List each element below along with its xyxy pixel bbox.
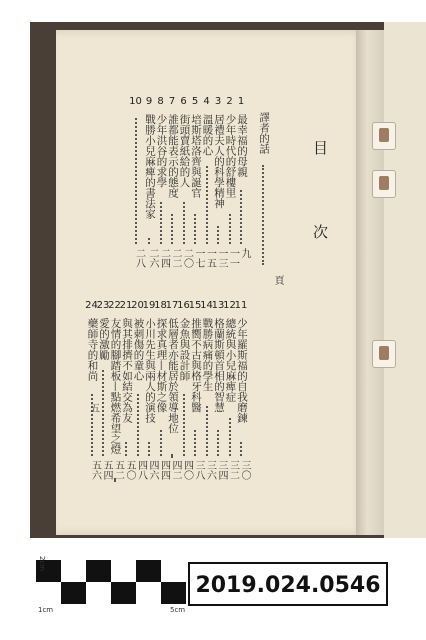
color-scale-checker bbox=[36, 560, 186, 604]
toc-entry-title: 被刺傷的童心 bbox=[132, 318, 145, 381]
toc-entry-number: 9 bbox=[145, 96, 153, 107]
toc-entry-page: 四〇 bbox=[181, 460, 193, 480]
toc-entry-page: 一三 bbox=[216, 248, 227, 268]
toc-page-label: 頁 bbox=[272, 275, 283, 285]
toc-entry-number: 24 bbox=[85, 300, 98, 311]
toc-entry-title: 探求真理—材斯之像 bbox=[155, 318, 168, 413]
toc-entry-number: 3 bbox=[214, 96, 222, 107]
toc-leader-dots bbox=[217, 430, 221, 456]
toc-leader-dots bbox=[160, 430, 164, 456]
toc-entry-title: 低層者亦能居於領導地位 bbox=[167, 318, 179, 434]
toc-entry-number: 11 bbox=[234, 300, 248, 311]
toc-entry-title: 培斯塔洛齊與誕官 bbox=[190, 114, 202, 198]
toc-entry-title: 少年時代的舒樓里 bbox=[224, 114, 237, 198]
toc-entry-translator-note: 譯者的話 bbox=[258, 112, 270, 154]
toc-entry-number: 23 bbox=[96, 300, 110, 311]
toc-entry-page: 五四 bbox=[101, 460, 112, 480]
toc-entry-number: 18 bbox=[154, 300, 167, 311]
toc-entry-number: 10 bbox=[129, 96, 142, 107]
toc-entry-number: 2 bbox=[226, 96, 233, 107]
toc-entry-number: 20 bbox=[131, 300, 144, 311]
toc-entry-number: 16 bbox=[177, 300, 190, 311]
toc-entry-title: 街頭賣紙給的人 bbox=[178, 114, 191, 188]
toc-entry-page: 三二 bbox=[227, 460, 239, 480]
toc-leader-dots bbox=[148, 442, 152, 456]
toc-entry-title: 與其排擠不如結交為友 bbox=[121, 318, 133, 423]
toc-leader-dots bbox=[217, 226, 221, 244]
toc-leader-dots bbox=[206, 406, 210, 456]
scale-label-right: 5cm bbox=[170, 606, 186, 614]
toc-entry-number: 1 bbox=[237, 96, 245, 107]
toc-entry-page: 四八 bbox=[135, 460, 147, 480]
toc-leader-dots bbox=[183, 394, 187, 456]
page-folio: 五 bbox=[90, 404, 100, 415]
toc-entry-number: 7 bbox=[168, 96, 176, 107]
toc-entry-page: 四四 bbox=[158, 460, 170, 480]
toc-leader-dots bbox=[125, 442, 129, 456]
toc-entry-page: 二六 bbox=[147, 248, 158, 268]
toc-leader-dots bbox=[183, 202, 187, 244]
toc-entry-number: 4 bbox=[203, 96, 210, 107]
toc-leader-dots bbox=[137, 394, 141, 456]
toc-entry-title: 少年洪谷的求學 bbox=[155, 114, 168, 188]
toc-entry-title: 格蘭斯頓首相的智慧 bbox=[213, 318, 225, 413]
toc-entry-page: 四六 bbox=[147, 460, 158, 480]
scale-label-left: 1cm bbox=[38, 606, 54, 614]
toc-entry-number: 13 bbox=[211, 300, 225, 311]
toc-entry-page: 二二 bbox=[170, 248, 181, 268]
toc-entry-title: 金魚與設計師 bbox=[178, 318, 191, 381]
toc-entry-number: 21 bbox=[119, 300, 133, 311]
toc-entry-page: 一五 bbox=[204, 248, 216, 268]
toc-leader-dots bbox=[240, 190, 244, 244]
book-gutter bbox=[356, 30, 384, 535]
toc-entry-number: 22 bbox=[108, 300, 121, 311]
toc-entry-page: 一一 bbox=[227, 248, 239, 268]
facing-page-edge bbox=[384, 22, 426, 538]
toc-entry-title: 戰勝病痛的學生 bbox=[201, 318, 214, 392]
accession-number: 2019.024.0546 bbox=[188, 562, 388, 606]
toc-leader-dots bbox=[160, 202, 164, 244]
toc-leader-dots bbox=[135, 118, 139, 244]
toc-entry-title: 誰都能表示的態度 bbox=[167, 114, 179, 198]
toc-entry-title: 居禮夫人的科學精神 bbox=[213, 114, 225, 209]
binding-hole bbox=[372, 122, 396, 150]
toc-leader-dots bbox=[206, 166, 210, 244]
toc-leader-dots bbox=[194, 214, 198, 244]
toc-entry-number: 8 bbox=[157, 96, 164, 107]
toc-entry-title: 溫暖的心 bbox=[201, 114, 214, 156]
toc-entry-page: 三〇 bbox=[239, 460, 250, 480]
toc-leader-dots bbox=[262, 165, 266, 265]
toc-entry-number: 5 bbox=[191, 96, 199, 107]
toc-entry-number: 15 bbox=[188, 300, 202, 311]
toc-entry-number: 14 bbox=[200, 300, 213, 311]
toc-entry-page: 三四 bbox=[216, 460, 227, 480]
toc-entry-title: 少年羅斯福的自我磨鍊 bbox=[236, 318, 248, 423]
toc-entry-page: 一七 bbox=[193, 248, 204, 268]
toc-leader-dots bbox=[240, 442, 244, 456]
toc-entry-page: 三六 bbox=[204, 460, 216, 480]
toc-entry-title: 戰勝小兒麻痺的書法家 bbox=[144, 114, 156, 219]
toc-leader-dots bbox=[194, 430, 198, 456]
toc-leader-dots bbox=[148, 238, 152, 244]
toc-entry-title: 友情的腳踏板—點燃希望之燈 bbox=[109, 318, 122, 455]
binding-hole bbox=[372, 340, 396, 368]
scale-label-top: 2cm bbox=[38, 556, 46, 572]
toc-leader-dots bbox=[171, 454, 175, 458]
toc-entry-title: 小川先生與兩人的演技 bbox=[144, 318, 156, 423]
toc-entry-number: 19 bbox=[142, 300, 156, 311]
toc-entry-title: 推嚮不古與格牙科醫 bbox=[190, 318, 202, 413]
toc-entry-number: 6 bbox=[180, 96, 187, 107]
binding-hole bbox=[372, 170, 396, 198]
toc-entry-number: 12 bbox=[223, 300, 236, 311]
toc-leader-dots bbox=[171, 214, 175, 244]
toc-entry-title: 愛的激勵 bbox=[98, 318, 110, 360]
toc-entry-page: 九 bbox=[239, 248, 250, 258]
toc-entry-title: 最幸福的母親 bbox=[236, 114, 248, 177]
toc-entry-page: 四二 bbox=[170, 460, 181, 480]
toc-entry-title: 總統與小兒麻痺症 bbox=[224, 318, 237, 402]
toc-leader-dots bbox=[229, 418, 233, 456]
toc-entry-title: 藥師寺的和尚 bbox=[86, 318, 99, 381]
toc-title: 目 次 bbox=[311, 140, 329, 271]
toc-entry-page: 二四 bbox=[158, 248, 170, 268]
toc-entry-number: 17 bbox=[165, 300, 179, 311]
toc-entry-page: 二〇 bbox=[181, 248, 193, 268]
toc-entry-page: 二八 bbox=[133, 248, 145, 268]
toc-leader-dots bbox=[229, 214, 233, 244]
toc-entry-page: 五二 bbox=[112, 460, 124, 480]
toc-leader-dots bbox=[102, 370, 106, 456]
toc-entry-page: 三八 bbox=[193, 460, 204, 480]
toc-entry-page: 五六 bbox=[89, 460, 101, 480]
toc-entry-page: 五〇 bbox=[124, 460, 135, 480]
